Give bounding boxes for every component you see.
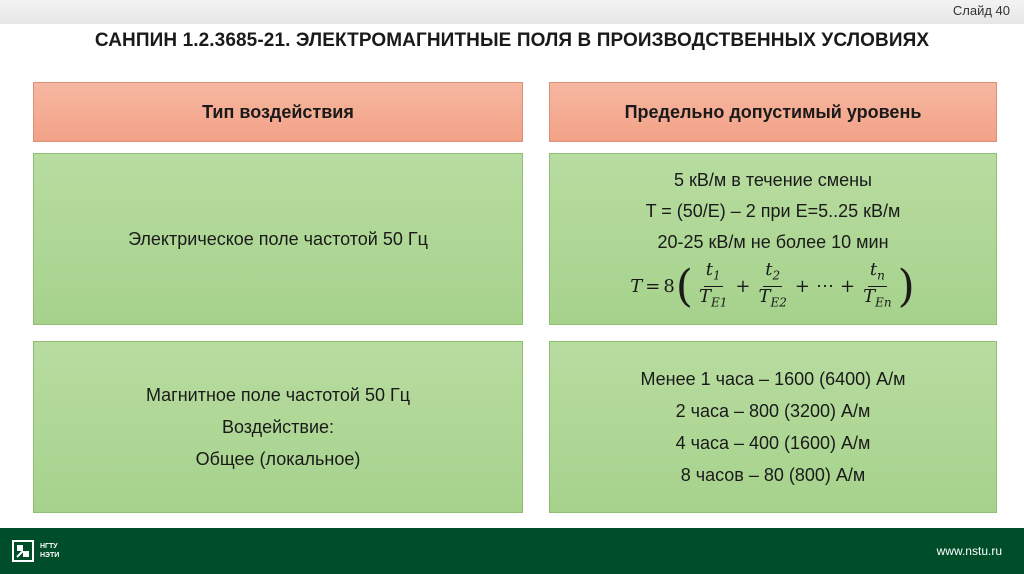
formula-term [861, 260, 894, 312]
header-cell-limit [549, 82, 997, 142]
limit-line: 5 кВ/м в течение смены [674, 170, 872, 191]
formula-coef: 8 [663, 276, 675, 297]
slide-number: Слайд 40 [952, 3, 1010, 18]
limit-line: 20-25 кВ/м не более 10 мин [657, 232, 889, 253]
nstu-logo-icon [12, 540, 34, 562]
formula-paren-open: ( [675, 260, 693, 312]
formula-plus: + [794, 276, 810, 297]
formula-plus: + [735, 276, 751, 297]
formula-term [756, 260, 788, 312]
term-numerator: $t_2$ [763, 260, 782, 287]
cell-electric-field-type [33, 153, 523, 325]
limit-line: T = (50/E) – 2 при E=5..25 кВ/м [645, 201, 901, 222]
formula-plus: + [839, 276, 856, 297]
limit-line: 2 часа – 800 (3200) А/м [675, 401, 871, 421]
type-line: Магнитное поле частотой 50 Гц [145, 385, 411, 405]
formula-ellipsis: ⋯ [815, 276, 834, 297]
header-type-label: Тип воздействия [202, 101, 354, 122]
term-denominator: $T_{E2}$ [758, 286, 787, 310]
term-denominator: $T_{En}$ [863, 286, 892, 310]
type-line: Электрическое поле частотой 50 Гц [128, 229, 428, 249]
cell-magnetic-field-limit [549, 341, 997, 513]
limit-line: Менее 1 часа – 1600 (6400) А/м [640, 369, 906, 389]
type-line: Воздействие: [221, 417, 335, 437]
formula-equals: = [645, 276, 661, 297]
term-numerator: $t_1$ [704, 260, 723, 287]
limit-line: 8 часов – 80 (800) А/м [680, 465, 866, 485]
cell-electric-field-limit [549, 153, 997, 325]
limit-line: 4 часа – 400 (1600) А/м [675, 433, 871, 453]
top-bar [0, 0, 1024, 24]
term-numerator: $t_n$ [868, 260, 887, 287]
exposure-time-formula [630, 260, 916, 312]
type-line: Общее (локальное) [195, 449, 361, 469]
formula-term [697, 260, 729, 312]
term-denominator: $T_{E1}$ [698, 286, 728, 310]
header-cell-type [33, 82, 523, 142]
logo-text: НГТУ НЭТИ [40, 543, 60, 559]
page-title: САНПИН 1.2.3685-21. ЭЛЕКТРОМАГНИТНЫЕ ПОЛЯ В ПРОИЗВОДСТВЕННЫХ УСЛОВИЯХ [94, 30, 930, 51]
footer-bar [0, 528, 1024, 574]
website-link[interactable]: www.nstu.ru [936, 544, 1002, 558]
cell-magnetic-field-type [33, 341, 523, 513]
university-logo [12, 540, 59, 562]
formula-paren-close: ) [897, 260, 915, 312]
header-limit-label: Предельно допустимый уровень [624, 101, 922, 122]
formula-lhs: T [630, 276, 643, 297]
